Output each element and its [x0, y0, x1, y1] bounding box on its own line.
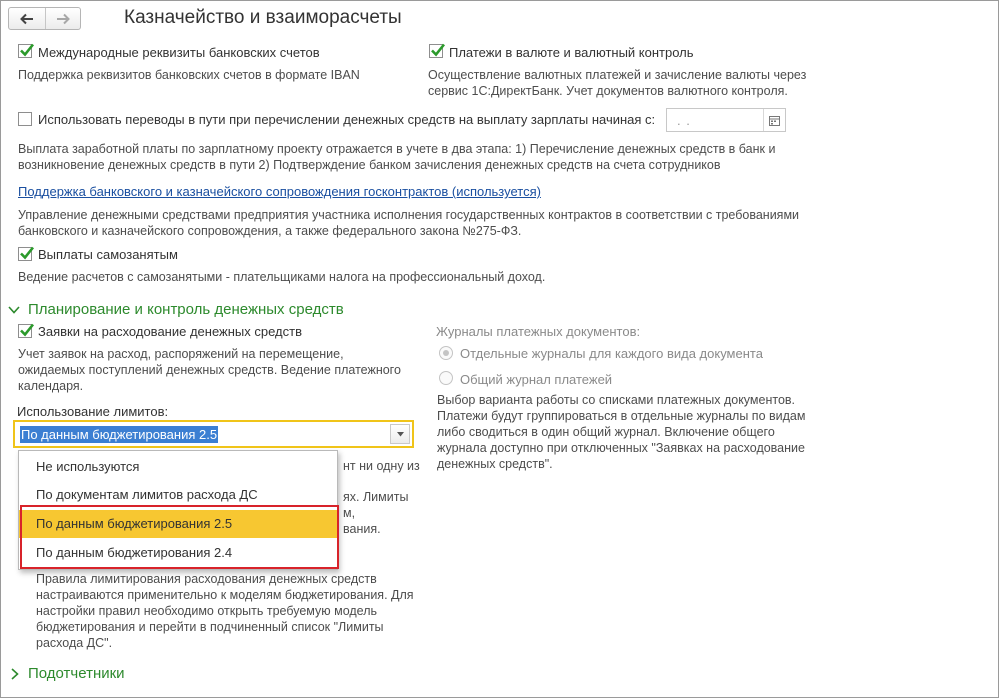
gov-contracts-link[interactable]: Поддержка банковского и казначейского сопровождения госконтрактов (используется) — [18, 184, 541, 199]
limits-desc-5: расхода ДС". — [36, 636, 113, 650]
journals-desc-3: либо сводиться в один общий журнал. Включение общего — [437, 425, 775, 439]
page-title: Казначейство и взаиморасчеты — [124, 7, 402, 28]
checkmark-icon — [19, 42, 35, 58]
gov-contracts-desc-1: Управление денежными средствами предприятия участника исполнения государственных контрактов в соответствии с требованиями — [18, 208, 800, 222]
back-button[interactable] — [9, 8, 45, 29]
currency-desc-1: Осуществление валютных платежей и зачисление валюты через — [428, 68, 807, 82]
journals-desc-5: денежных средств". — [437, 457, 553, 471]
nav-buttons — [8, 7, 81, 30]
checkmark-icon — [19, 245, 35, 261]
journals-label: Журналы платежных документов: — [436, 324, 641, 339]
limits-selected-value: По данным бюджетирования 2.5 — [21, 427, 218, 442]
planning-section-header[interactable]: Планирование и контроль денежных средств — [28, 301, 344, 318]
requests-desc-1: Учет заявок на расход, распоряжений на перемещение, — [18, 347, 344, 361]
limits-desc-2: настраиваются применительно к моделям бюджетирования. Для — [36, 588, 414, 602]
hidden-desc-fragment-2: ях. Лимиты — [343, 490, 409, 504]
limits-option-selected[interactable]: По данным бюджетирования 2.5 — [19, 510, 337, 538]
hidden-desc-fragment-4: вания. — [343, 522, 381, 536]
transit-checkbox[interactable] — [18, 112, 32, 126]
intl-bank-checkbox[interactable] — [18, 44, 32, 58]
journals-desc-1: Выбор варианта работы со списками платежных документов. — [437, 393, 796, 407]
limits-option[interactable]: По данным бюджетирования 2.4 — [36, 545, 233, 560]
hidden-desc-fragment-3: м, — [343, 506, 356, 520]
calendar-icon — [769, 115, 780, 126]
forward-button[interactable] — [45, 8, 81, 29]
journals-desc-2: Платежи будут группироваться в отдельные журналы по видам — [437, 409, 806, 423]
limits-option[interactable]: По документам лимитов расхода ДС — [36, 487, 258, 502]
limits-desc-1: Правила лимитирования расходования денежных средств — [36, 572, 377, 586]
currency-desc-2: сервис 1С:ДиректБанк. Учет документов валютного контроля. — [428, 84, 788, 98]
gov-contracts-desc-2: банковского и казначейского сопровождения, а также федерального закона №275-ФЗ. — [18, 224, 522, 238]
checkmark-icon — [19, 322, 35, 338]
self-employed-label: Выплаты самозанятым — [38, 247, 178, 262]
chevron-down-icon[interactable] — [8, 305, 20, 315]
currency-checkbox[interactable] — [429, 44, 443, 58]
journals-radio-separate[interactable] — [439, 346, 453, 360]
checkmark-icon — [430, 42, 446, 58]
requests-desc-2: ожидаемых поступлений денежных средств. Ведение платежного — [18, 363, 401, 377]
transit-label: Использовать переводы в пути при перечислении денежных средств на выплату зарплаты начиная с: — [38, 112, 656, 127]
transit-date-field[interactable] — [666, 108, 786, 132]
limits-option[interactable]: Не используются — [36, 459, 140, 474]
limits-select[interactable] — [13, 420, 414, 448]
intl-bank-label: Международные реквизиты банковских счетов — [38, 45, 320, 60]
hidden-desc-fragment-1: нт ни одну из — [343, 459, 420, 473]
requests-label: Заявки на расходование денежных средств — [38, 324, 302, 339]
arrow-left-icon — [20, 13, 34, 25]
requests-desc-3: календаря. — [18, 379, 84, 393]
self-employed-checkbox[interactable] — [18, 247, 32, 261]
chevron-right-icon[interactable] — [10, 668, 20, 680]
triangle-down-icon — [397, 432, 404, 437]
transit-date-value: . . — [677, 113, 691, 128]
accountables-section-header[interactable]: Подотчетники — [28, 665, 125, 682]
requests-checkbox[interactable] — [18, 324, 32, 338]
journals-radio-common[interactable] — [439, 371, 453, 385]
radio-dot — [443, 350, 449, 356]
journals-option-separate: Отдельные журналы для каждого вида документа — [460, 346, 763, 361]
limits-desc-4: бюджетирования и перейти в подчиненный список "Лимиты — [36, 620, 384, 634]
limits-dropdown-button[interactable] — [390, 424, 410, 444]
currency-label: Платежи в валюте и валютный контроль — [449, 45, 694, 60]
calendar-button[interactable] — [763, 109, 785, 131]
journals-desc-4: журнала доступно при отключенных "Заявках на расходование — [437, 441, 805, 455]
intl-bank-desc: Поддержка реквизитов банковских счетов в формате IBAN — [18, 68, 360, 82]
limits-desc-3: настройки правил необходимо открыть требуемую модель — [36, 604, 378, 618]
journals-option-common: Общий журнал платежей — [460, 372, 613, 387]
limits-label: Использование лимитов: — [17, 404, 169, 419]
highlight-frame — [20, 505, 339, 569]
arrow-right-icon — [56, 13, 70, 25]
self-employed-desc: Ведение расчетов с самозанятыми - плательщиками налога на профессиональный доход. — [18, 270, 546, 284]
transit-desc-2: возникновение денежных средств в пути 2) Подтверждение банком зачисления денежных средств на счета сотрудников — [18, 158, 721, 172]
transit-desc-1: Выплата заработной платы по зарплатному проекту отражается в учете в два этапа: 1) Перечисление денежных средств в банк и — [18, 142, 776, 156]
